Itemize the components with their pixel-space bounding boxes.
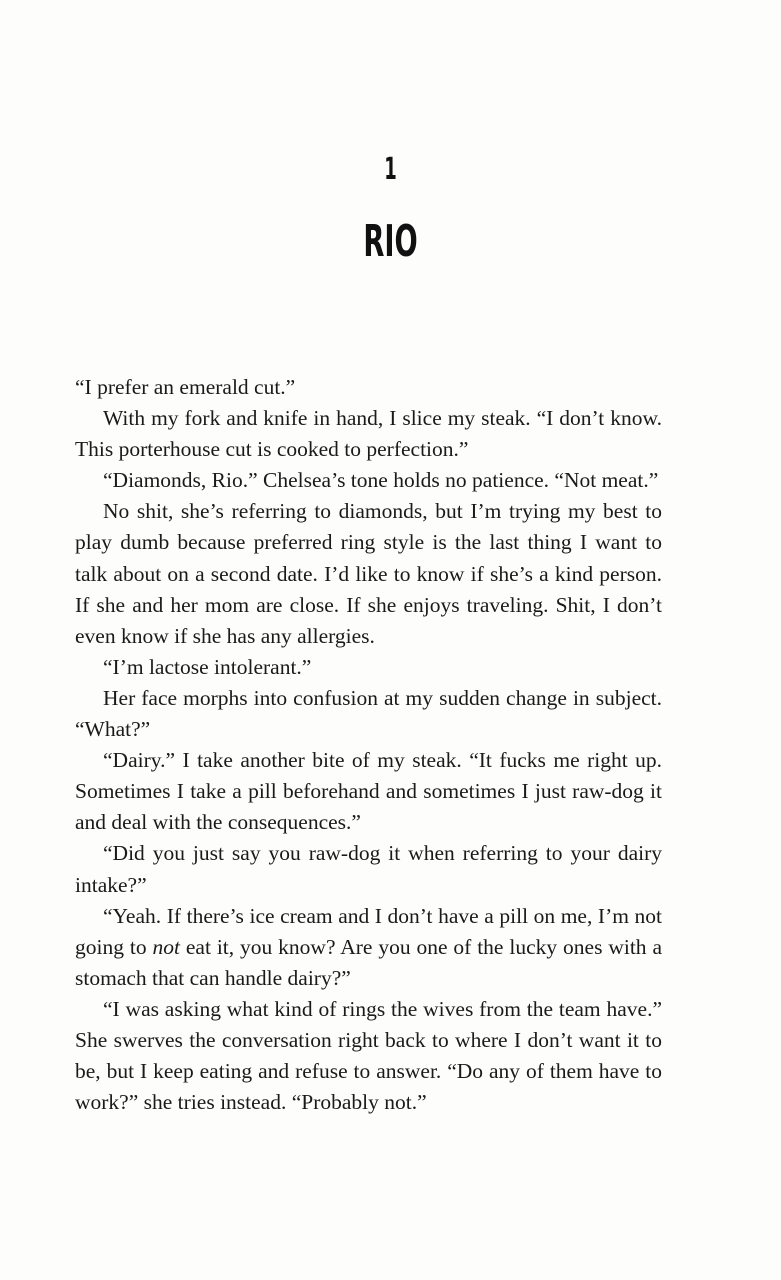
chapter-number: 1 — [384, 152, 397, 187]
chapter-body — [75, 372, 662, 1118]
paragraph — [75, 745, 662, 838]
paragraph — [75, 838, 662, 900]
text-segment: With my fork and knife in hand, I slice my steak. “I don’t know. This porterhouse cut is cooked to perfection.” — [75, 406, 662, 462]
paragraph — [75, 901, 662, 994]
text-segment: “I prefer an emerald cut.” — [75, 375, 296, 399]
text-segment: “Yeah. If there’s ice cream and I don’t have a pill on me, I’m not going to — [75, 903, 662, 959]
paragraph — [75, 496, 662, 651]
text-segment: eat it, you know? Are you one of the lucky ones with a stomach that can handle dairy?” — [75, 934, 662, 990]
text-segment: “I was asking what kind of rings the wives from the team have.” She swerves the conversation right back to where I don’t want it to be, but I keep eating and refuse to answer. “Do any of them have to work?” she tries instead. “Probably not.” — [75, 996, 662, 1115]
paragraph — [75, 403, 662, 465]
text-segment: “I’m lactose intolerant.” — [103, 654, 312, 679]
italic-text: not — [152, 934, 180, 959]
paragraph — [75, 683, 662, 745]
chapter-title: RIO — [363, 216, 418, 267]
text-segment: “Did you just say you raw-dog it when referring to your dairy intake?” — [75, 841, 662, 897]
paragraph — [75, 372, 662, 403]
text-segment: “Dairy.” I take another bite of my steak. “It fucks me right up. Sometimes I take a pill beforehand and sometimes I just raw-dog it and deal with the consequences.” — [75, 748, 662, 835]
paragraph — [75, 994, 662, 1118]
paragraph — [75, 465, 662, 496]
paragraph — [75, 652, 662, 683]
text-segment: No shit, she’s referring to diamonds, but I’m trying my best to play dumb because preferred ring style is the last thing I want to talk about on a second date. I’d like to know if she’s a kind person. If she and her mom are close. If she enjoys traveling. Shit, I don’t even know if she has any allergies. — [75, 499, 662, 648]
text-segment: “Diamonds, Rio.” Chelsea’s tone holds no patience. “Not meat.” — [103, 468, 659, 493]
text-segment: Her face morphs into confusion at my sudden change in subject. “What?” — [75, 685, 662, 742]
